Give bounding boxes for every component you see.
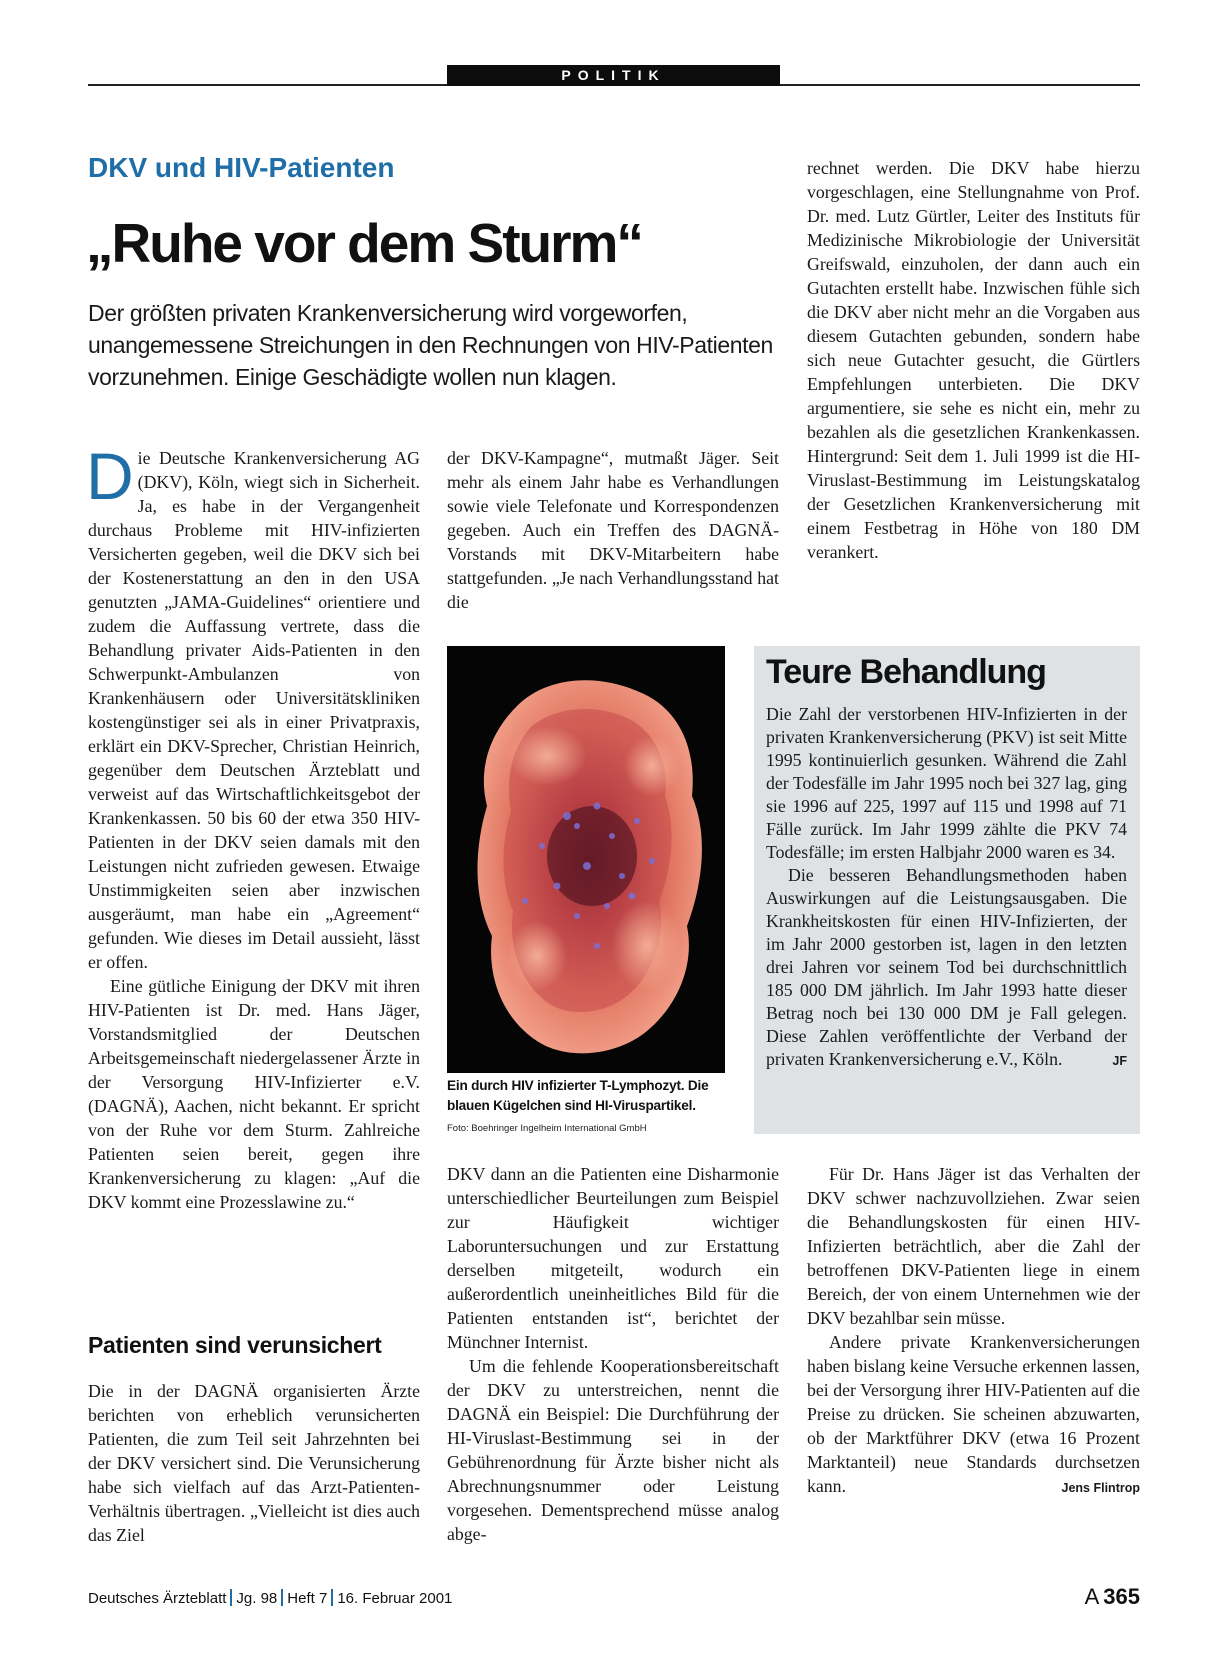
volume: Jg. 98 (236, 1590, 278, 1607)
page-prefix: A (1084, 1584, 1100, 1609)
divider (281, 1589, 283, 1606)
paragraph: Um die fehlende Kooperationsbereitschaft der DKV zu unterstreichen, nennt die DAGNÄ ein Beispiel: Die Durchführung der HI-Viruslast-Bestimmung sei in der Gebührenordnung für Ärzte bisher nicht als Abrechnungsnummer oder Leistung vorgesehen. Dementsprechend müsse analog abge- (447, 1356, 779, 1544)
issue-date: 16. Februar 2001 (337, 1590, 453, 1607)
divider (230, 1589, 232, 1606)
article-lead: Der größten privaten Krankenversicherung wird vorgeworfen, unangemessene Streichungen in den Rechnungen von HIV-Patienten vorzunehmen. Einige Geschädigte wollen nun klagen. (88, 300, 773, 390)
article-title: „Ruhe vor dem Sturm“ (86, 212, 642, 274)
column-3-bottom (807, 1162, 1140, 1498)
paragraph (86, 439, 420, 974)
info-box-text (766, 703, 1127, 1071)
paragraph: Die in der DAGNÄ organisierten Ärzte berichten von erheblich verunsicherten Patienten, die zum Teil seit Jahrzehnten bei der DKV versichert sind. Die Verunsicherung habe sich vielfach auf das Arzt-Patienten-Verhältnis übertragen. „Vielleicht ist dies auch das Ziel (88, 1381, 420, 1545)
column-2-top (447, 446, 779, 614)
page-number: 365 (1103, 1584, 1140, 1609)
info-box-title: Teure Behandlung (766, 653, 1046, 691)
info-box-initials: JF (1112, 1054, 1127, 1068)
divider (331, 1589, 333, 1606)
photo-credit: Foto: Boehringer Ingelheim International GmbH (447, 1123, 647, 1134)
paragraph: DKV dann an die Patienten eine Disharmonie unterschiedlicher Beurteilungen zum Beispiel zur Häufigkeit wichtiger Laboruntersuchungen und zur Erstattung derselben mitgeteilt, wodurch ein außerordentlich uneinheitliches Bild für die Patienten entstanden ist“, berichtet der Münchner Internist. (447, 1164, 779, 1352)
paragraph: der DKV-Kampagne“, mutmaßt Jäger. Seit mehr als einem Jahr habe es Verhandlungen sowie viele Telefonate und Korrespondenzen gegeben. Auch ein Treffen des DAGNÄ-Vorstands mit DKV-Mitarbeitern habe stattgefunden. „Je nach Verhandlungsstand hat die (447, 448, 779, 612)
photo-caption: Ein durch HIV infizierter T-Lymphozyt. Die blauen Kügelchen sind HI-Viruspartikel. (447, 1078, 709, 1113)
drop-cap: D (86, 439, 134, 513)
issue: Heft 7 (287, 1590, 328, 1607)
paragraph: rechnet werden. Die DKV habe hierzu vorgeschlagen, eine Stellungnahme von Prof. Dr. med. Lutz Gürtler, Leiter des Instituts für Medizinische Mikrobiologie der Universität Greifswald, einzuholen, der dann auch ein Gutachten erstellt habe. Inzwischen fühle sich die DKV aber nicht mehr an die Vorgaben aus diesem Gutachten gebunden, sondern habe sich neue Gutachter gesucht, die Gürtlers Empfehlungen unterbieten. Die DKV argumentiere, sie sehe es nicht ein, mehr zu bezahlen als die gesetzlichen Krankenkassen. Hintergrund: Seit dem 1. Juli 1999 ist die HI-Viruslast-Bestimmung im Leistungskatalog der Gesetzlichen Krankenversicherung mit einem Festbetrag in Höhe von 180 DM verankert. (807, 158, 1140, 562)
paragraph: Für Dr. Hans Jäger ist das Verhalten der DKV schwer nachzuvollziehen. Zwar seien die Behandlungskosten für einen HIV-Infizierten beträchtlich, aber die Zahl der betroffenen DKV-Patienten liege in einem Bereich, der von einem Unternehmen wie der DKV bezahlbar sein müsse. (807, 1164, 1140, 1328)
column-1-text (86, 439, 420, 1214)
paragraph: Eine gütliche Einigung der DKV mit ihren HIV-Patienten ist Dr. med. Hans Jäger, Vorstandsmitglied der Deutschen Arbeitsgemeinschaft niedergelassener Ärzte in der Versorgung HIV-Infizierter e.V. (DAGNÄ), Aachen, nicht bekannt. Er spricht von der Ruhe vor dem Sturm. Zahlreiche Patienten seien bereit, gegen ihre Krankenversicherung zu klagen: „Auf die DKV kommt eine Prozesslawine zu.“ (88, 976, 420, 1212)
column-3-top (807, 156, 1140, 564)
paragraph: Die Zahl der verstorbenen HIV-Infizierten in der privaten Krankenversicherung (PKV) ist seit Mitte 1995 kontinuierlich gesunken. Während die Zahl der Todesfälle im Jahr 1995 noch bei 327 lag, ging sie 1996 auf 225, 1997 auf 115 und 1998 auf 71 Fälle zurück. Im Jahr 1999 zählte die PKV 74 Todesfälle; im ersten Halbjahr 2000 waren es 34. (766, 704, 1127, 862)
page-number-block (1085, 1584, 1140, 1610)
paragraph (807, 1330, 1140, 1498)
column-2-bottom (447, 1162, 779, 1546)
article-kicker: DKV und HIV-Patienten (88, 152, 395, 183)
column-1-bottom (88, 1379, 420, 1547)
paragraph-text: ie Deutsche Krankenversicherung AG (DKV), Köln, wiegt sich in Sicherheit. Ja, es habe in der Vergangenheit durchaus Probleme mit HIV-infizierten Versicherten gegeben, weil die DKV sich bei der Kostenerstattung an den in den USA genutzten „JAMA-Guidelines“ orientiere und zudem die Auffassung vertrete, dass die Behandlung privater Aids-Patienten in den Schwerpunkt-Ambulanzen von Krankenhäusern oder Universitätskliniken kostengünstiger sei als in einer Privatpraxis, erklärt ein DKV-Sprecher, Christian Heinrich, gegenüber dem Deutschen Ärzteblatt und verweist auf das Wirtschaftlichkeitsgebot der Krankenkassen. 50 bis 60 der etwa 350 HIV-Patienten in der DKV seien damals mit den Leistungen nicht zufrieden gewesen. Etwaige Unstimmigkeiten seien aber inzwischen ausgeräumt, man habe ein „Agreement“ gefunden. Wie dieses im Detail aussieht, lässt er offen. (88, 448, 420, 972)
cell-image (447, 646, 725, 1073)
journal-name: Deutsches Ärzteblatt (88, 1590, 227, 1607)
photo-t-lymphocyte (447, 646, 725, 1073)
footer-citation (88, 1589, 452, 1607)
subheading: Patienten sind verunsichert (88, 1332, 382, 1358)
author-name: Jens Flintrop (1061, 1481, 1140, 1495)
paragraph-text: Die besseren Behandlungsmethoden haben Auswirkungen auf die Leistungsausgaben. Die Krankheitskosten für einen HIV-Infizierten, der im Jahr 2000 gestorben ist, lagen in den letzten drei Jahren vor seinem Tod bei durchschnittlich 185 000 DM jährlich. Im Jahr 1993 hatte dieser Betrag noch bei 130 000 DM je Fall gelegen. Diese Zahlen veröffentlichte der Verband der privaten Krankenversicherung e.V., Köln. (766, 865, 1127, 1069)
section-label: POLITIK (447, 65, 780, 86)
paragraph-text: Andere private Krankenversicherungen haben bislang keine Versuche erkennen lassen, bei der Versorgung ihrer HIV-Patienten auf die Preise zu drücken. Sie scheinen abzuwarten, ob der Marktführer DKV (etwa 16 Prozent Marktanteil) neue Standards durchsetzen kann. (807, 1332, 1140, 1496)
paragraph (766, 864, 1127, 1071)
